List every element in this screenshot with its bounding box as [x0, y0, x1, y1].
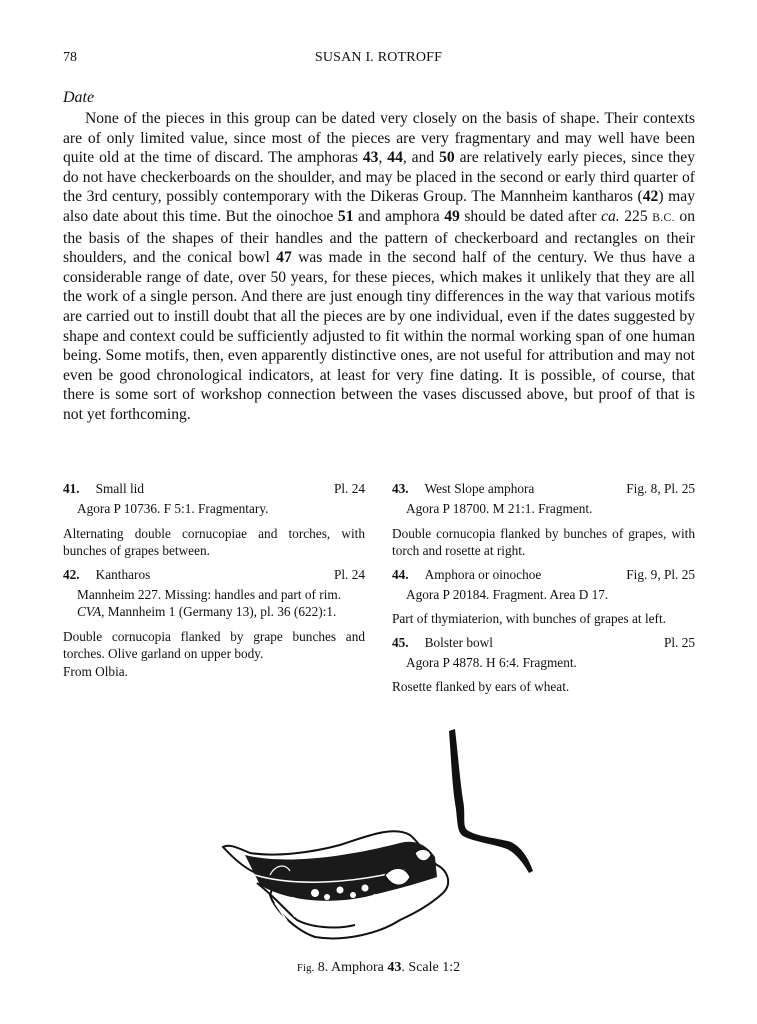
entry-provenance: From Olbia.: [63, 663, 129, 679]
entry-header: [63, 566, 365, 586]
entry-number: 43.: [392, 481, 409, 496]
entry-inventory: Agora P 10736. F 5:1. Fragmentary.: [77, 501, 269, 516]
catalogue-entry-44: [392, 566, 695, 628]
entry-header: [392, 566, 695, 586]
entry-title: West Slope amphora: [424, 481, 535, 496]
entry-inventory: Agora P 18700. M 21:1. Fragment.: [406, 501, 593, 516]
entry-description: Rosette flanked by ears of wheat.: [392, 679, 570, 694]
entry-description: Alternating double cornucopiae and torches, with bunches of grapes between.: [63, 525, 365, 558]
entry-plate: Pl. 24: [333, 481, 365, 496]
entry-number: 42.: [63, 566, 80, 582]
entry-plate: Fig. 9, Pl. 25: [626, 566, 695, 582]
entry-header: [392, 634, 695, 654]
catalogue-entry-45: [392, 634, 695, 696]
amphora-fragment-drawing: [215, 725, 555, 955]
entry-header: [392, 480, 695, 500]
section-heading: Date: [63, 89, 95, 106]
entry-description: Double cornucopia flanked by bunches of grapes, with torch and rosette at right.: [392, 525, 695, 558]
entry-header: [63, 480, 365, 500]
entry-plate: Fig. 8, Pl. 25: [626, 481, 695, 496]
entry-inventory: Agora P 4878. H 6:4. Fragment.: [406, 654, 577, 670]
entry-title: Kantharos: [95, 566, 151, 582]
catalogue-entry-43: [392, 480, 695, 560]
catalogue-left-column: [63, 480, 365, 686]
page-number: 78: [63, 50, 77, 65]
entry-description: Part of thymiaterion, with bunches of grapes at left.: [392, 611, 666, 626]
catalogue-right-column: [392, 480, 695, 702]
entry-inventory: Mannheim 227. Missing: handles and part of rim.: [77, 586, 342, 602]
figure-caption: Fig. 8. Amphora 43. Scale 1:2: [296, 960, 461, 975]
entry-title: Amphora or oinochoe: [424, 566, 542, 582]
sherd-fragment: [223, 831, 448, 938]
running-header-author: SUSAN I. ROTROFF: [314, 50, 443, 65]
catalogue-entry-42: [63, 566, 365, 681]
entry-title: Bolster bowl: [424, 634, 493, 650]
vessel-profile-section: [449, 729, 533, 873]
entry-title: Small lid: [95, 481, 145, 496]
entry-description: Double cornucopia flanked by grape bunches and torches. Olive garland on upper body.: [63, 628, 365, 661]
entry-inventory: Agora P 20184. Fragment. Area D 17.: [406, 586, 609, 602]
body-paragraph: None of the pieces in this group can be dated very closely on the basis of shape. Their contexts are of only limited value, since most of the pieces are very fragmentary and may well have been quite old at the time of discard. The amphoras 43, 44, and 50 are relatively early pieces, since they do not have checkerboards on the shoulder, and may be placed in the second or early third quarter of the 3rd century, possibly contemporary with the Dikeras Group. The Mannheim kantharos (42) may also date about this time. But the oinochoe 51 and amphora 49 should be dated after ca. 225 B.C. on the basis of the shapes of their handles and the pattern of checkerboard and rectangles on their shoulders, and the conical bowl 47 was made in the second half of the century. We thus have a considerable range of date, over 50 years, for these pieces, which makes it unlikely that they are all the work of a single person. And there are just enough tiny differences in the way that various motifs are carried out to instill doubt that all the pieces are by one individual, even if the dates suggested by shape and context could be sufficiently adjusted to fit within the normal working span of one human being. Some motifs, then, even apparently distinctive ones, are not useful for attribution and may not even be good chronological indicators, at least for very fine dating. It is possible, of course, that there is some sort of workshop connection between the vases discussed above, but proof of that is not yet forthcoming.: [63, 110, 696, 423]
entry-plate: Pl. 25: [663, 634, 695, 650]
catalogue-entry-41: [63, 480, 365, 560]
entry-number: 44.: [392, 566, 409, 582]
entry-plate: Pl. 24: [333, 566, 365, 582]
entry-bibliography: CVA, Mannheim 1 (Germany 13), pl. 36 (622):1.: [77, 604, 337, 619]
entry-number: 45.: [392, 634, 409, 650]
entry-number: 41.: [63, 481, 80, 496]
